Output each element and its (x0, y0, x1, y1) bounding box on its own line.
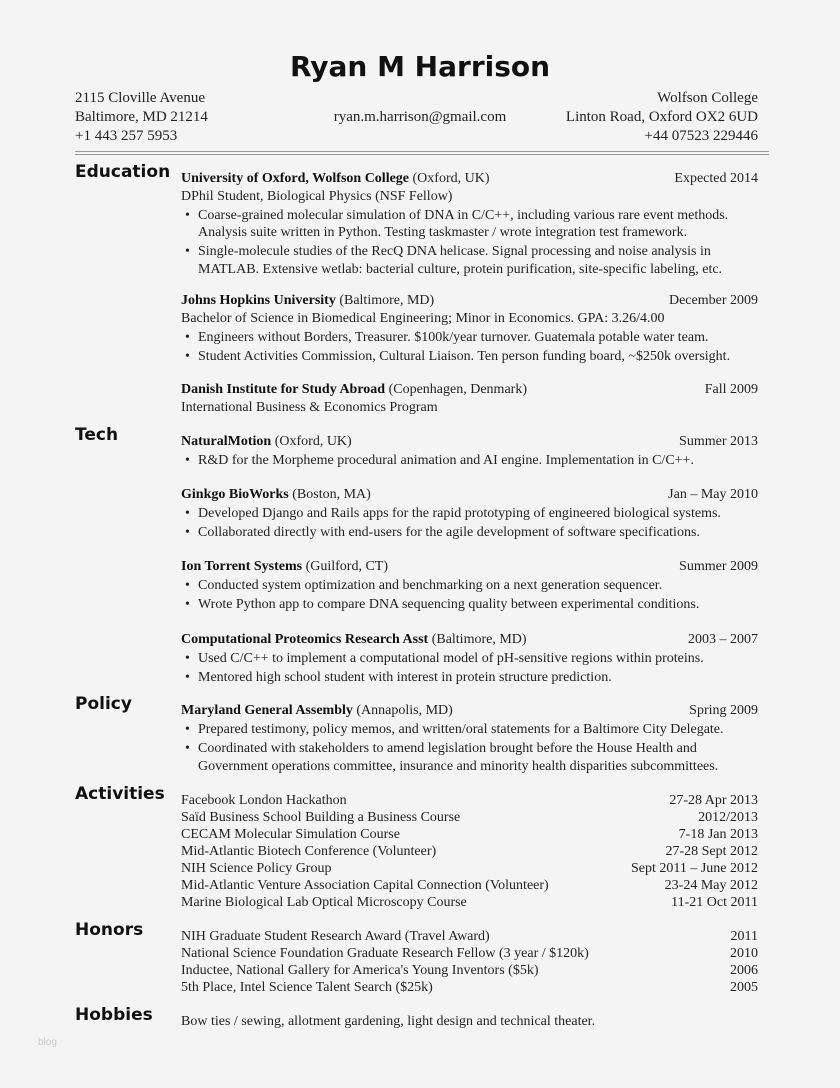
email[interactable]: ryan.m.harrison@gmail.com (333, 109, 507, 125)
bullet-item: • Single-molecule studies of the RecQ DNA helicase. Signal processing and noise analysis in MATLAB. Extensive wetlab: bacterial culture, protein purification, site-specific labeling, etc. (181, 243, 758, 278)
date: Jan – May 2010 (668, 487, 758, 502)
entry-header (181, 292, 758, 310)
item-date: 27-28 Sept 2012 (665, 844, 758, 859)
date: Summer 2009 (679, 559, 758, 574)
resume-entry (181, 433, 758, 470)
bullet-item: • Used C/C++ to implement a computational model of pH-sensitive regions within proteins. (181, 650, 758, 668)
location: (Baltimore, MD) (335, 293, 435, 308)
item-date: Sept 2011 – June 2012 (630, 861, 758, 876)
list-item (181, 962, 758, 979)
resume-entry (181, 558, 758, 614)
bullet-item: • Developed Django and Rails apps for the rapid prototyping of engineered biological systems. (181, 505, 758, 523)
address-line: 2115 Cloville Avenue (75, 90, 205, 106)
section-label-honors: Honors (75, 920, 144, 940)
entry-header (181, 433, 758, 451)
item-name: National Science Foundation Graduate Research Fellow (3 year / $120k) (181, 946, 589, 961)
item-date: 2012/2013 (698, 810, 758, 825)
phone: +1 443 257 5953 (75, 128, 178, 144)
resume-entry (181, 631, 758, 687)
resume-entry (181, 381, 758, 416)
date: 2003 – 2007 (688, 632, 758, 647)
item-name: 5th Place, Intel Science Talent Search ($25k) (181, 980, 433, 995)
list-item (181, 894, 758, 911)
section-list (181, 792, 758, 911)
list-item (181, 877, 758, 894)
item-name: Mid-Atlantic Venture Association Capital Connection (Volunteer) (181, 878, 549, 893)
entry-header (181, 381, 758, 399)
item-name: Marine Biological Lab Optical Microscopy Course (181, 895, 467, 910)
date: Spring 2009 (689, 703, 758, 718)
bullet-item: • Collaborated directly with end-users for the agile development of software specifications. (181, 524, 758, 542)
item-name: CECAM Molecular Simulation Course (181, 827, 400, 842)
location: (Baltimore, MD) (428, 632, 527, 647)
watermark: blog (38, 1037, 57, 1048)
address-line: Linton Road, Oxford OX2 6UD (565, 109, 758, 125)
college-address (566, 89, 758, 146)
item-name: Inductee, National Gallery for America's Young Inventors ($5k) (181, 963, 539, 978)
list-item (181, 945, 758, 962)
entry-title (181, 486, 371, 504)
location: (Boston, MA) (288, 487, 371, 502)
organization: Danish Institute for Study Abroad (181, 382, 386, 397)
bullet-item: • Engineers without Borders, Treasurer. $100k/year turnover. Guatemala potable water team. (181, 329, 758, 347)
bullet-item: • Conducted system optimization and benchmarking on a next generation sequencer. (181, 577, 758, 595)
section-list (181, 928, 758, 996)
organization: Ginkgo BioWorks (181, 487, 289, 502)
section-label-activities: Activities (75, 784, 165, 804)
organization: Ion Torrent Systems (181, 559, 303, 574)
item-name: Mid-Atlantic Biotech Conference (Volunteer) (181, 844, 437, 859)
entry-subtitle: DPhil Student, Biological Physics (NSF Fellow) (181, 188, 453, 204)
location: (Guilford, CT) (302, 559, 389, 574)
list-item (181, 979, 758, 996)
organization: Maryland General Assembly (181, 703, 353, 718)
location: (Copenhagen, Denmark) (385, 382, 527, 397)
entry-title (181, 558, 388, 576)
date: December 2009 (668, 293, 758, 308)
entry-header (181, 558, 758, 576)
resume-entry (181, 292, 758, 365)
entry-subtitle: International Business & Economics Program (181, 399, 438, 415)
section-list (181, 1013, 758, 1030)
entry-title (181, 170, 490, 188)
list-item (181, 826, 758, 843)
bullet-item: • Mentored high school student with interest in protein structure prediction. (181, 669, 758, 687)
entry-title (181, 381, 527, 399)
resume-entry (181, 702, 758, 775)
list-item (181, 809, 758, 826)
bullet-item: • Wrote Python app to compare DNA sequencing quality between experimental conditions. (181, 596, 758, 614)
address-line: Wolfson College (657, 90, 758, 106)
location: (Oxford, UK) (409, 171, 490, 186)
entry-title (181, 433, 352, 451)
item-name: Bow ties / sewing, allotment gardening, light design and technical theater. (181, 1014, 596, 1029)
address-line: Baltimore, MD 21214 (75, 109, 208, 125)
item-date: 11-21 Oct 2011 (671, 895, 758, 910)
organization: Computational Proteomics Research Asst (181, 632, 429, 647)
section-label-hobbies: Hobbies (75, 1005, 153, 1025)
organization: Johns Hopkins University (181, 293, 336, 308)
entry-title (181, 631, 527, 649)
resume-entry (181, 170, 758, 278)
item-name: Saïd Business School Building a Business Course (181, 810, 461, 825)
item-date: 23-24 May 2012 (664, 878, 758, 893)
entry-header (181, 631, 758, 649)
organization: NaturalMotion (181, 434, 272, 449)
item-name: NIH Science Policy Group (181, 861, 332, 876)
list-item (181, 792, 758, 809)
date: Summer 2013 (679, 434, 758, 449)
item-date: 2005 (730, 980, 758, 995)
entry-title (181, 292, 434, 310)
section-label-education: Education (75, 162, 171, 182)
item-date: 2006 (730, 963, 758, 978)
list-item (181, 1013, 758, 1030)
bullet-item: • R&D for the Morpheme procedural animation and AI engine. Implementation in C/C++. (181, 452, 758, 470)
list-item (181, 843, 758, 860)
item-date: 27-28 Apr 2013 (669, 793, 758, 808)
resume-name: Ryan M Harrison (289, 50, 551, 83)
bullet-item: • Coarse-grained molecular simulation of DNA in C/C++, including various rare event methods. Analysis suite written in Python. Testing taskmaster / wrote integration test framework. (181, 207, 758, 242)
header-divider (75, 151, 769, 155)
item-date: 2011 (730, 929, 758, 944)
item-name: NIH Graduate Student Research Award (Travel Award) (181, 929, 490, 944)
list-item (181, 860, 758, 877)
date: Fall 2009 (704, 382, 758, 397)
section-label-tech: Tech (75, 425, 119, 445)
bullet-item: • Coordinated with stakeholders to amend legislation brought before the House Health and Government operations committee, insurance and minority health disparities subcommittees. (181, 740, 758, 775)
bullet-item: • Prepared testimony, policy memos, and written/oral statements for a Baltimore City Delegate. (181, 721, 758, 739)
entry-header (181, 170, 758, 188)
phone: +44 07523 229446 (644, 128, 758, 144)
section-label-policy: Policy (75, 694, 132, 714)
location: (Oxford, UK) (271, 434, 352, 449)
item-date: 7-18 Jan 2013 (678, 827, 758, 842)
entry-subtitle: Bachelor of Science in Biomedical Engineering; Minor in Economics. GPA: 3.26/4.00 (181, 310, 665, 326)
entry-title (181, 702, 453, 720)
resume-entry (181, 486, 758, 542)
entry-header (181, 486, 758, 504)
location: (Annapolis, MD) (352, 703, 453, 718)
bullet-item: • Student Activities Commission, Cultural Liaison. Ten person funding board, ~$250k oversight. (181, 348, 758, 366)
organization: University of Oxford, Wolfson College (181, 171, 410, 186)
item-name: Facebook London Hackathon (181, 793, 347, 808)
date: Expected 2014 (674, 171, 758, 186)
item-date: 2010 (730, 946, 758, 961)
list-item (181, 928, 758, 945)
entry-header (181, 702, 758, 720)
